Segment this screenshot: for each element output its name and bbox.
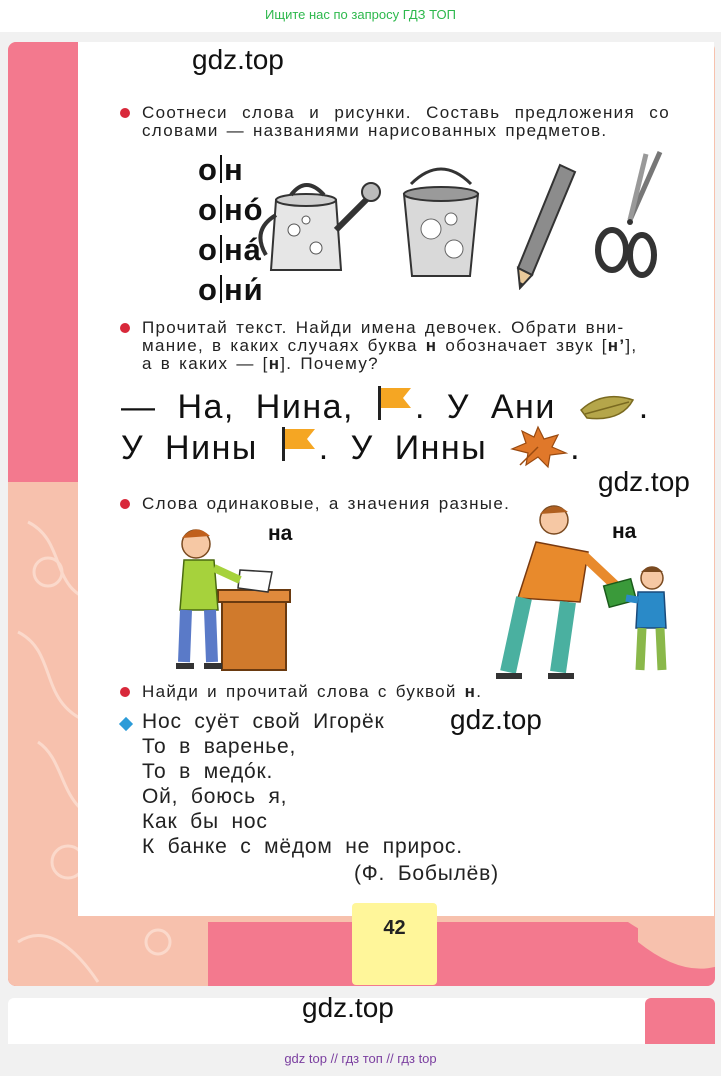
footer-links[interactable]: gdz top // гдз топ // гдз top (284, 1051, 437, 1066)
syllable-left: о (198, 192, 218, 227)
watermark: gdz.top (192, 44, 284, 75)
syllable-row (198, 152, 244, 188)
task-3-text: Слова одинаковые, а значения разные. (142, 494, 511, 513)
poem-line: То в варенье, (142, 735, 297, 758)
reading-line-1: — На, Нина, . У Ани . (121, 384, 650, 427)
sound-hard: н (268, 354, 281, 373)
task-2-line: а в каких — [н]. Почему? (142, 354, 379, 373)
watering-can-icon (246, 170, 386, 280)
poem-author: (Ф. Бобылёв) (354, 862, 499, 885)
watermark: gdz.top (450, 704, 542, 735)
syllable-left: о (198, 232, 218, 267)
task-bullet (120, 108, 130, 118)
pencil-icon (510, 160, 580, 290)
bucket-icon (396, 164, 486, 282)
letter-n: н (425, 336, 438, 355)
poem-bullet (119, 717, 133, 731)
textbook-page (78, 42, 714, 916)
syllable-left: о (198, 272, 218, 307)
sound-soft: н’ (607, 336, 626, 355)
poem-line: Нос суёт свой Игорёк (142, 710, 385, 733)
boy-at-desk-illustration (174, 522, 294, 672)
syllable-divider (220, 195, 222, 223)
task-bullet (120, 687, 130, 697)
syllable-right: н (223, 152, 244, 187)
task-1-text: Соотнеси слова и рисунки. Составь предложения со словами — названиями нарисованных предметов. (142, 103, 670, 140)
leaf-icon (577, 390, 639, 424)
poem-line: То в медóк. (142, 760, 274, 783)
watermark: gdz.top (598, 466, 690, 497)
watermark: gdz.top (302, 992, 394, 1023)
flag-icon (375, 384, 415, 422)
poem-line: Как бы нос (142, 810, 268, 833)
word-label: на (612, 520, 637, 543)
syllable-left: о (198, 152, 218, 187)
letter-n: н (464, 682, 477, 701)
poem-line: Ой, боюсь я, (142, 785, 288, 808)
reading-line-2: У Нины . У Инны . (121, 425, 581, 469)
poem-line: К банке с мёдом не прирос. (142, 835, 463, 858)
task-bullet (120, 499, 130, 509)
syllable-right: нó (223, 192, 264, 227)
next-page-edge (645, 998, 715, 1044)
man-giving-book-illustration (488, 502, 678, 682)
syllable-right: ни́ (223, 272, 264, 307)
flag-icon (279, 425, 319, 463)
syllable-divider (220, 235, 222, 263)
page-number: 42 (352, 903, 437, 985)
top-banner[interactable]: Ищите нас по запросу ГДЗ ТОП (0, 0, 721, 32)
task-2-text (142, 319, 672, 373)
word-label: на (268, 522, 293, 545)
syllable-divider (220, 275, 222, 303)
syllable-divider (220, 155, 222, 183)
task-2-line: мание, в каких случаях буква н обозначает звук [н’], (142, 336, 638, 355)
scissors-icon (590, 150, 670, 282)
task-bullet (120, 323, 130, 333)
task-4-text: Найди и прочитай слова с буквой н. (142, 682, 483, 701)
syllable-right: нá (223, 232, 262, 267)
maple-leaf-icon (508, 425, 570, 469)
task-2-line: Прочитай текст. Найди имена девочек. Обрати вни- (142, 318, 625, 337)
